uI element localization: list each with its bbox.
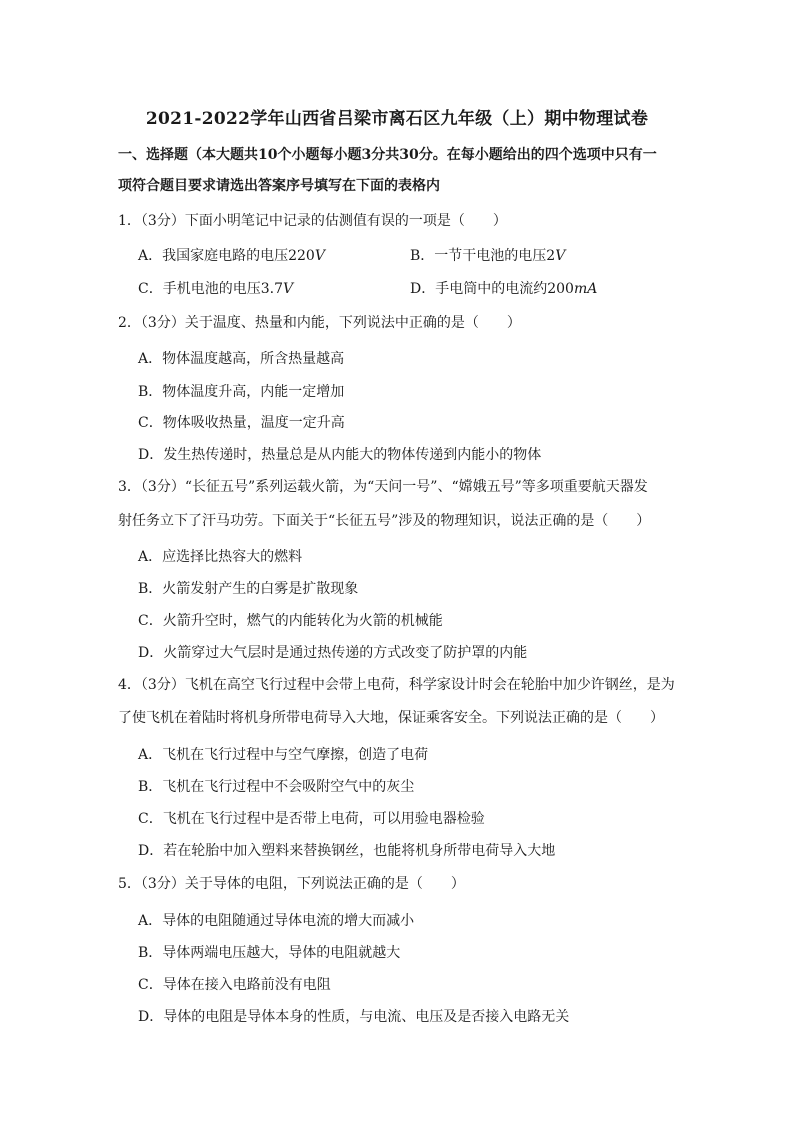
question-4-option-c: C．飞机在飞行过程中是否带上电荷，可以用验电器检验 <box>138 811 485 827</box>
question-2-stem: 2．（3分）关于温度、热量和内能，下列说法中正确的是（ ） <box>118 315 521 331</box>
section-heading-line-2: 项符合题目要求请选出答案序号填写在下面的表格内 <box>118 178 440 194</box>
section-heading-line-1: 一、选择题（本大题共10个小题每小题3分共30分。在每小题给出的四个选项中只有一 <box>118 147 657 163</box>
question-2-option-c: C．物体吸收热量，温度一定升高 <box>138 415 345 431</box>
question-3-option-c: C．火箭升空时，燃气的内能转化为火箭的机械能 <box>138 613 443 629</box>
question-2-option-d: D．发生热传递时，热量总是从内能大的物体传递到内能小的物体 <box>138 447 542 463</box>
question-5-option-a: A．导体的电阻随通过导体电流的增大而减小 <box>138 913 415 929</box>
question-3-option-b: B．火箭发射产生的白雾是扩散现象 <box>138 581 359 597</box>
question-3-option-a: A．应选择比热容大的燃料 <box>138 549 303 565</box>
section-heading <box>118 140 678 202</box>
question-1-option-a: A．我国家庭电路的电压220V <box>138 248 325 264</box>
question-4-stem-line-1: 4．（3分）飞机在高空飞行过程中会带上电荷，科学家设计时会在轮胎中加少许钢丝，是为 <box>118 677 675 693</box>
question-5-option-c: C．导体在接入电路前没有电阻 <box>138 977 331 993</box>
question-4-option-d: D．若在轮胎中加入塑料来替换钢丝，也能将机身所带电荷导入大地 <box>138 843 556 859</box>
question-2-option-a: A．物体温度越高，所含热量越高 <box>138 351 345 367</box>
question-1-option-b: B．一节干电池的电压2V <box>410 248 566 264</box>
question-5-option-b: B．导体两端电压越大，导体的电阻就越大 <box>138 945 401 961</box>
question-1-option-c: C．手机电池的电压3.7V <box>138 281 294 297</box>
question-5-stem: 5．（3分）关于导体的电阻，下列说法正确的是（ ） <box>118 876 465 892</box>
question-4-stem-line-2: 了使飞机在着陆时将机身所带电荷导入大地，保证乘客安全。下列说法正确的是（ ） <box>118 710 664 726</box>
page-title: 2021-2022学年山西省吕梁市离石区九年级（上）期中物理试卷 <box>145 109 649 129</box>
question-1-option-d: D．手电筒中的电流约200mA <box>410 281 598 297</box>
question-4-option-b: B．飞机在飞行过程中不会吸附空气中的灰尘 <box>138 779 415 795</box>
question-2-option-b: B．物体温度升高，内能一定增加 <box>138 384 345 400</box>
question-3-option-d: D．火箭穿过大气层时是通过热传递的方式改变了防护罩的内能 <box>138 645 528 661</box>
question-5-option-d: D．导体的电阻是导体本身的性质，与电流、电压及是否接入电路无关 <box>138 1009 570 1025</box>
question-3-stem-line-2: 射任务立下了汗马功劳。下面关于“长征五号”涉及的物理知识，说法正确的是（ ） <box>118 513 651 529</box>
question-4-option-a: A．飞机在飞行过程中与空气摩擦，创造了电荷 <box>138 747 429 763</box>
question-3-stem-line-1: 3．（3分）“长征五号”系列运载火箭，为“天问一号”、“嫦娥五号”等多项重要航天器发 <box>118 479 648 495</box>
question-1-stem: 1．（3分）下面小明笔记中记录的估测值有误的一项是（ ） <box>118 213 507 229</box>
